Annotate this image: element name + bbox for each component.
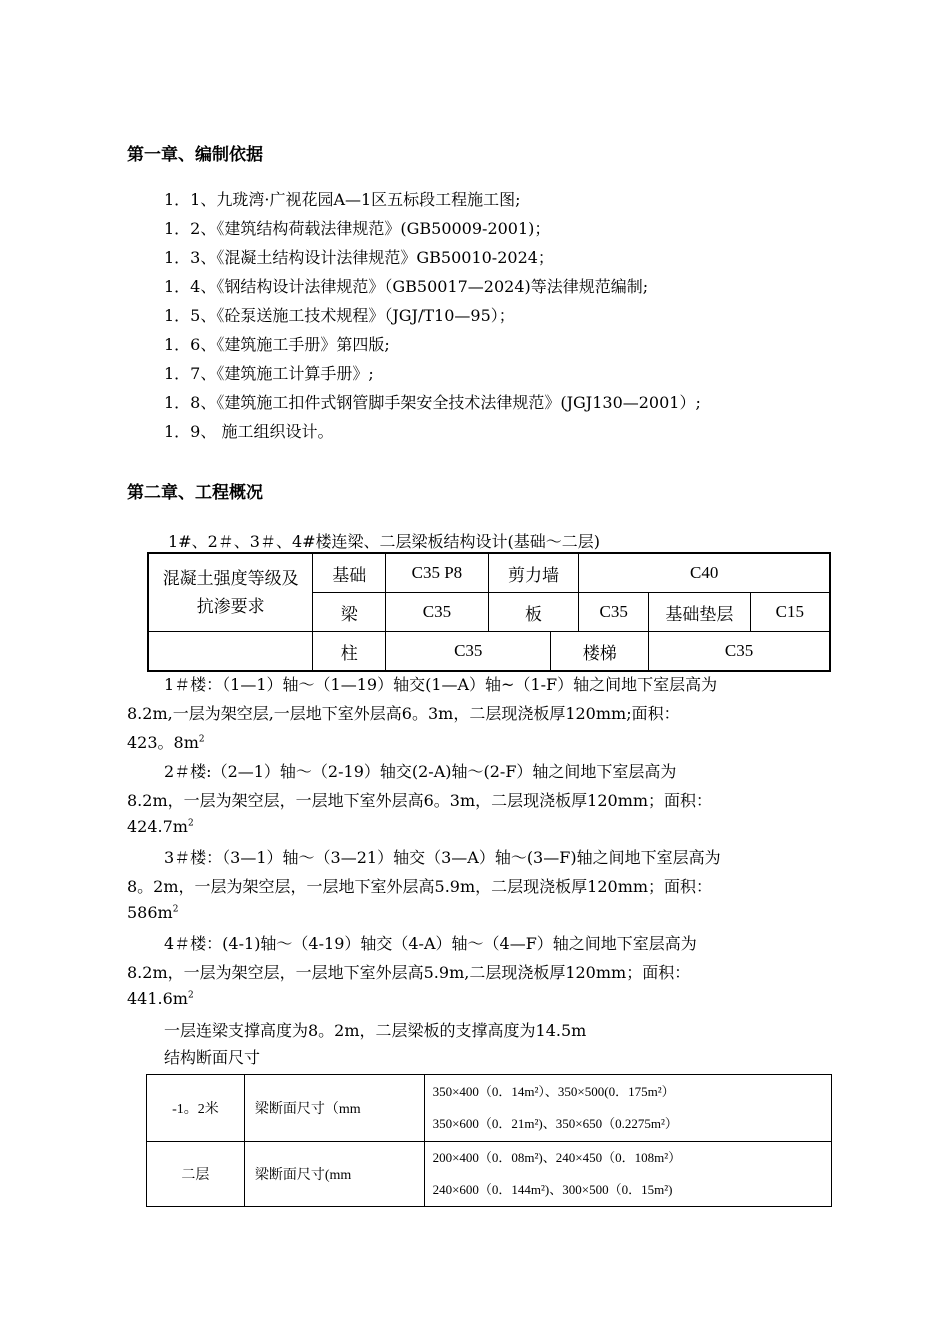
section-size-cell bbox=[424, 1142, 831, 1207]
building-line-1: 2＃楼:（2—1）轴～（2-19）轴交(2-A)轴～(2-F）轴之间地下室层高为 bbox=[164, 762, 677, 781]
section-title: 结构断面尺寸 bbox=[164, 1048, 261, 1067]
concrete-grade-table bbox=[147, 552, 831, 672]
basis-item-9: 1．9、 施工组织设计。 bbox=[164, 422, 334, 441]
area-unit-sup: 2 bbox=[187, 818, 194, 829]
building-line-2: 8.2m,一层为架空层,一层地下室外层高6。3m，二层现浇板厚120mm;面积： bbox=[127, 704, 680, 723]
area-unit-sup: 2 bbox=[198, 734, 205, 745]
basis-item-1: 1．1、九珑湾·广视花园A—1区五标段工程施工图; bbox=[164, 190, 521, 209]
shear-wall-value: C40 bbox=[579, 553, 830, 593]
column-label: 柱 bbox=[313, 632, 386, 672]
size-line: 350×600（0．21m²)、350×650（0.2275m²） bbox=[432, 1116, 678, 1131]
basis-item-8: 1．8、《建筑施工扣件式钢管脚手架安全技术法律规范》(JGJ130—2001）; bbox=[164, 393, 701, 412]
building-line-1: 4＃楼：(4-1)轴～（4-19）轴交（4-A）轴～（4—F）轴之间地下室层高为 bbox=[164, 934, 697, 953]
area-value: 586m bbox=[127, 903, 173, 922]
building-area bbox=[127, 730, 205, 753]
foundation-label: 基础 bbox=[313, 553, 386, 593]
basis-item-2: 1．2、《建筑结构荷载法律规范》(GB50009-2001)； bbox=[164, 219, 551, 238]
foundation-value: C35 P8 bbox=[386, 553, 489, 593]
column-value: C35 bbox=[386, 632, 551, 672]
cushion-label: 基础垫层 bbox=[649, 593, 751, 632]
size-line: 240×600（0．144m²)、300×500（0．15m²) bbox=[432, 1182, 673, 1197]
row-header-cell bbox=[148, 553, 313, 632]
empty-cell bbox=[148, 632, 313, 672]
stair-value: C35 bbox=[649, 632, 830, 672]
concrete-grade-label: 混凝土强度等级及抗渗要求 bbox=[162, 568, 299, 616]
area-unit-sup: 2 bbox=[172, 904, 179, 915]
basis-item-5: 1．5、《砼泵送施工技术规程》（JGJ/T10—95）； bbox=[164, 306, 515, 325]
table-caption: 1#、2＃、3＃、4#楼连梁、二层梁板结构设计(基础～二层) bbox=[168, 532, 601, 551]
support-height: 一层连梁支撑高度为8。2m，二层梁板的支撑高度为14.5m bbox=[164, 1021, 587, 1040]
basis-item-3: 1．3、《混凝土结构设计法律规范》GB50010-2024； bbox=[164, 248, 554, 267]
slab-value: C35 bbox=[579, 593, 649, 632]
size-line: 200×400（0．08m²)、240×450（0．108m²） bbox=[432, 1150, 682, 1165]
basis-item-4: 1．4、《钢结构设计法律规范》（GB50017—2024)等法律规范编制; bbox=[164, 277, 649, 296]
stair-label: 楼梯 bbox=[551, 632, 649, 672]
basis-item-6: 1．6、《建筑施工手册》第四版; bbox=[164, 335, 390, 354]
chapter-1-title: 第一章、编制依据 bbox=[127, 145, 263, 165]
cushion-value: C15 bbox=[750, 593, 830, 632]
area-value: 441.6m bbox=[127, 989, 188, 1008]
section-size-table bbox=[146, 1074, 832, 1207]
beam-value: C35 bbox=[386, 593, 489, 632]
building-area bbox=[127, 903, 178, 922]
slab-label: 板 bbox=[488, 593, 579, 632]
section-size-cell bbox=[424, 1075, 831, 1142]
section-label-cell: 梁断面尺寸(mm bbox=[244, 1142, 424, 1207]
area-unit-sup: 2 bbox=[187, 990, 194, 1001]
building-line-2: 8.2m，一层为架空层，一层地下室外层高6。3m，二层现浇板厚120mm；面积： bbox=[127, 791, 713, 810]
level-cell: 二层 bbox=[147, 1142, 245, 1207]
building-area bbox=[127, 989, 194, 1008]
level-cell: -1。2米 bbox=[147, 1075, 245, 1142]
section-label-cell: 梁断面尺寸（mm bbox=[244, 1075, 424, 1142]
beam-label: 梁 bbox=[313, 593, 386, 632]
building-line-1: 1＃楼：（1—1）轴～（1—19）轴交(1—A）轴~（1-F）轴之间地下室层高为 bbox=[164, 675, 718, 694]
chapter-2-title: 第二章、工程概况 bbox=[127, 483, 263, 503]
building-line-2: 8。2m，一层为架空层，一层地下室外层高5.9m，二层现浇板厚120mm；面积： bbox=[127, 877, 713, 896]
area-value: 423。8m bbox=[127, 733, 199, 752]
building-area bbox=[127, 817, 194, 836]
building-line-1: 3＃楼：（3—1）轴～（3—21）轴交（3—A）轴～(3—F)轴之间地下室层高为 bbox=[164, 848, 721, 867]
area-value: 424.7m bbox=[127, 817, 188, 836]
shear-wall-label: 剪力墙 bbox=[488, 553, 579, 593]
basis-item-7: 1．7、《建筑施工计算手册》; bbox=[164, 364, 374, 383]
building-line-2: 8.2m，一层为架空层，一层地下室外层高5.9m,二层现浇板厚120mm；面积： bbox=[127, 963, 691, 982]
size-line: 350×400（0．14m²）、350×500(0．175m²） bbox=[432, 1084, 675, 1099]
